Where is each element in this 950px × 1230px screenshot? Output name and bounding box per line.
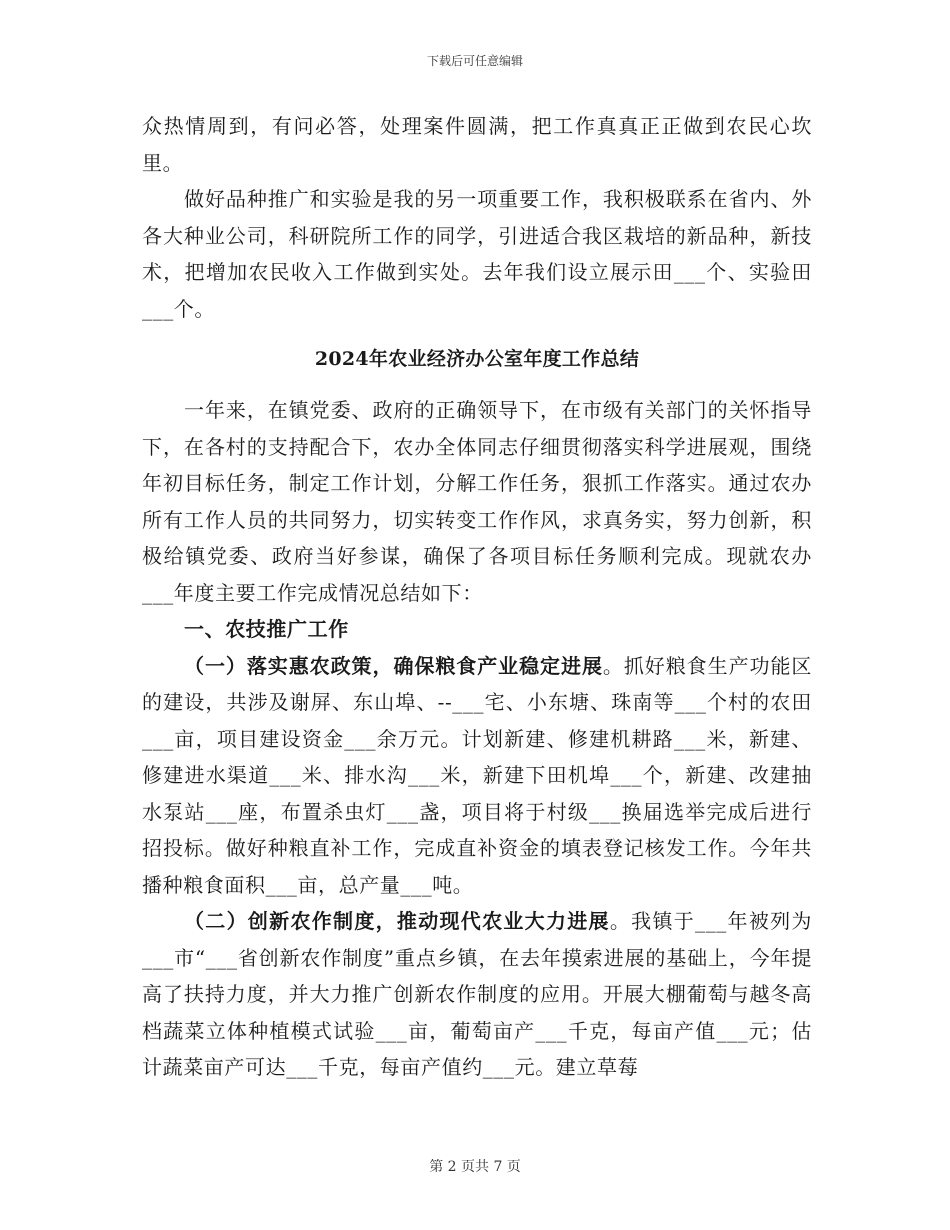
subsection-heading-policy: （一）落实惠农政策，确保粮食产业稳定进展 [184,653,603,678]
subsection-heading-farming: （二）创新农作制度，推动现代农业大力进展 [184,909,610,933]
document-body [142,108,812,1086]
paragraph-variety-promotion: 做好品种推广和实验是我的另一项重要工作，我积极联系在省内、外各大种业公司，科研院所工作的同学，引进适合我区栽培的新品种，新技术，把增加农民收入工作做到实处。去年我们设立展示田___个、实验田___个。 [142,187,812,321]
subsection-text-farming: 。我镇于___年被列为___市“___省创新农作制度”重点乡镇，在去年摸索进展的基础上，今年提高了扶持力度，并大力推广创新农作制度的应用。开展大棚葡萄与越冬高档蔬菜立体种植模式试验___亩，葡萄亩产___千克，每亩产值___元；估计蔬菜亩产可达___千克，每亩产值约___元。建立草莓 [142,909,812,1079]
page-header-note: 下载后可任意编辑 [426,54,523,68]
section-heading-agri-tech: 一、农技推广工作 [184,617,349,641]
page-number: 第 2 页共 7 页 [429,1159,521,1175]
paragraph-introduction: 一年来，在镇党委、政府的正确领导下，在市级有关部门的关怀指导下，在各村的支持配合下，农办全体同志仔细贯彻落实科学进展观，围绕年初目标任务，制定工作计划，分解工作任务，狠抓工作落实。通过农办所有工作人员的共同努力，切实转变工作作风，求真务实，努力创新，积极给镇党委、政府当好参谋，确保了各项目标任务顺利完成。现就农办___年度主要工作完成情况总结如下： [142,398,812,605]
paragraph-farming-innovation [142,903,812,1086]
paragraph-continuation: 众热情周到，有问必答，处理案件圆满，把工作真真正正做到农民心坎里。 [142,114,812,175]
document-title: 2024年农业经济办公室年度工作总结 [314,348,640,370]
subsection-text-policy: 。抓好粮食生产功能区的建设，共涉及谢屏、东山埠、--___宅、小东塘、珠南等___个村的农田___亩，项目建设资金___余万元。计划新建、修建机耕路___米，新建、修建进水渠道___米、排水沟___米，新建下田机埠___个，新建、改建抽水泵站___座，布置杀虫灯___盏，项目将于村级___换届选举完成后进行招投标。做好种粮直补工作，完成直补资金的填表登记核发工作。今年共播种粮食面积___亩，总产量___吨。 [142,653,813,897]
paragraph-policy [142,648,812,904]
